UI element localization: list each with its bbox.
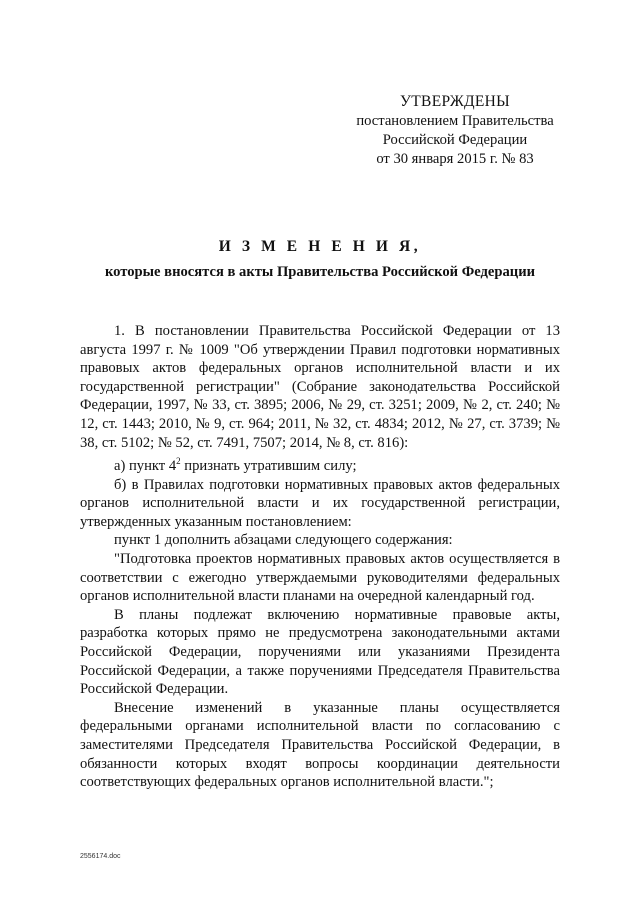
paragraph: б) в Правилах подготовки нормативных правовых актов федеральных органов исполнительной власти и их государственной регистрации, утвержденных указанным постановлением:: [80, 476, 560, 530]
item-a-text: а) пункт 4: [114, 458, 177, 475]
paragraph-item-a: [80, 452, 560, 475]
document-title: И З М Е Н Е Н И Я,: [218, 238, 422, 255]
file-name-footer: 2556174.doc: [80, 853, 121, 860]
approval-line: постановлением Правительства: [356, 113, 554, 129]
paragraph: В планы подлежат включению нормативные правовые акты, разработка которых прямо не предусмотрена законодательными актами Российской Федерации, поручениями или указаниями Президента Российской Федерации, а также поручениями Председателя Правительства Российской Федерации.: [80, 606, 560, 698]
approval-block: [330, 92, 580, 169]
approval-date: от 30 января 2015 г. № 83: [376, 151, 534, 167]
item-a-text-end: признать утратившим силу;: [180, 458, 357, 475]
document-body: [80, 322, 560, 792]
paragraph: 1. В постановлении Правительства Российской Федерации от 13 августа 1997 г. № 1009 "Об утверждении Правил подготовки нормативных правовых актов федеральных органов исполнительной власти и их государственной регистрации" (Собрание законодательства Российской Федерации, 1997, № 33, ст. 3895; 2006, № 29, ст. 3251; 2009, № 2, ст. 240; № 12, ст. 1443; 2010, № 9, ст. 964; 2011, № 32, ст. 4834; 2012, № 27, ст. 3739; № 38, ст. 5102; № 52, ст. 7491, 7507; 2014, № 8, ст. 816):: [80, 323, 560, 451]
document-subtitle: которые вносятся в акты Правительства Российской Федерации: [104, 264, 536, 280]
paragraph: пункт 1 дополнить абзацами следующего содержания:: [114, 532, 453, 549]
item-a-superscript: 2: [176, 456, 181, 467]
approval-stamp: УТВЕРЖДЕНЫ: [400, 93, 510, 110]
paragraph: "Подготовка проектов нормативных правовых актов осуществляется в соответствии с ежегодно утверждаемыми руководителями федеральных органов исполнительной власти планами на очередной календарный год.: [80, 550, 560, 605]
paragraph: Внесение изменений в указанные планы осуществляется федеральными органами исполнительной власти по согласованию с заместителями Председателя Правительства Российской Федерации, в обязанности которых входят вопросы координации деятельности соответствующих федеральных органов исполнительной власти.";: [80, 699, 560, 791]
approval-line: Российской Федерации: [382, 132, 528, 148]
